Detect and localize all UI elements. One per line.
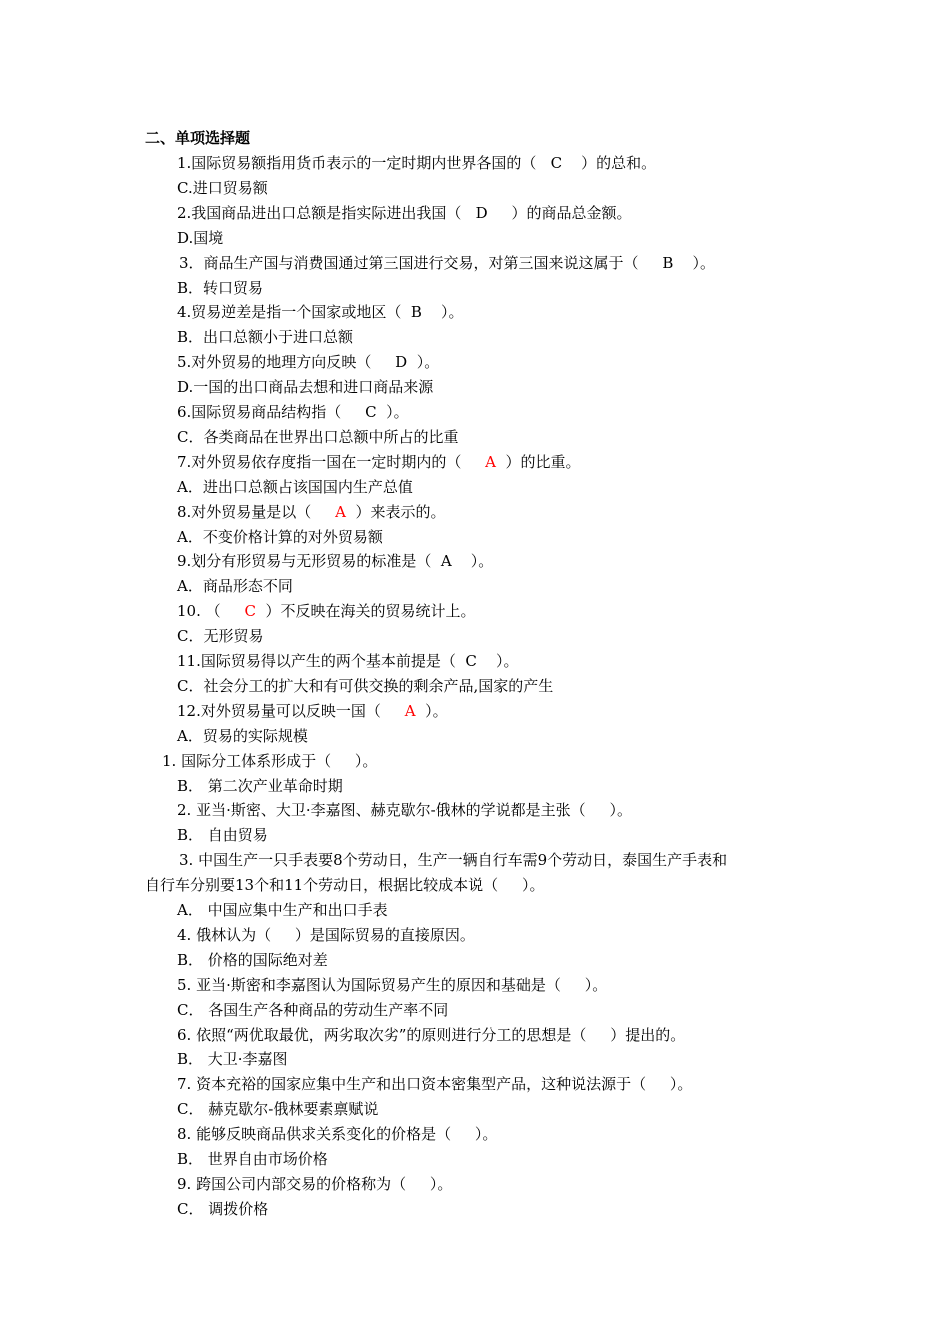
text-line <box>177 377 433 397</box>
text-line <box>177 502 446 522</box>
line-text-tail: ）不反映在海关的贸易统计上。 <box>255 602 476 620</box>
line-text: C．无形贸易 <box>177 627 264 645</box>
line-text: 8. 能够反映商品供求关系变化的价格是（ ）。 <box>177 1125 498 1143</box>
answer-letter: A <box>440 552 452 570</box>
text-line <box>177 651 518 671</box>
line-text-tail: ）的比重。 <box>496 453 581 471</box>
line-text: 3．商品生产国与消费国通过第三国进行交易，对第三国来说这属于（ <box>179 254 663 272</box>
line-text: 9.划分有形贸易与无形贸易的标准是（ <box>177 552 441 570</box>
answer-letter: B <box>410 303 422 321</box>
text-line <box>177 626 263 646</box>
text-line <box>177 352 439 372</box>
line-text: A．商品形态不同 <box>177 577 293 595</box>
text-line <box>177 178 268 198</box>
text-line <box>177 1174 452 1194</box>
answer-letter: C <box>465 652 477 670</box>
line-text: 2.我国商品进出口总额是指实际进出我国（ <box>177 204 476 222</box>
text-line <box>177 1049 288 1069</box>
text-line <box>177 203 632 223</box>
line-text-tail: ）的总和。 <box>562 154 657 172</box>
line-text: 10. （ <box>177 602 245 620</box>
line-text: 6. 依照“两优取最优，两劣取次劣”的原则进行分工的思想是（ ）提出的。 <box>177 1026 686 1044</box>
answer-letter: C <box>550 154 563 172</box>
text-line <box>177 1199 268 1219</box>
line-text: B． 世界自由市场价格 <box>177 1150 328 1168</box>
line-text-tail: ）。 <box>415 702 448 720</box>
line-text: C． 赫克歇尔-俄林要素禀赋说 <box>177 1100 379 1118</box>
line-text: C.进口贸易额 <box>177 179 268 197</box>
text-line <box>177 726 308 746</box>
line-text: 自行车分别要13个和11个劳动日，根据比较成本说（ ）。 <box>145 876 545 894</box>
text-line <box>177 825 268 845</box>
answer-letter: A <box>485 453 496 471</box>
line-text-tail: ）的商品总金额。 <box>487 204 632 222</box>
text-line <box>177 900 388 920</box>
text-line <box>177 228 223 248</box>
line-text: C． 各国生产各种商品的劳动生产率不同 <box>177 1001 449 1019</box>
line-text: B． 自由贸易 <box>177 826 268 844</box>
line-text: C． 调拨价格 <box>177 1200 269 1218</box>
text-line <box>177 676 553 696</box>
answer-letter: B <box>662 254 674 272</box>
line-text: D.国境 <box>177 229 224 247</box>
line-text: C．各类商品在世界出口总额中所占的比重 <box>177 428 459 446</box>
text-line <box>177 527 383 547</box>
text-line <box>177 701 448 721</box>
text-line <box>177 452 581 472</box>
line-text: A． 中国应集中生产和出口手表 <box>177 901 388 919</box>
line-text: 5.对外贸易的地理方向反映（ <box>177 353 396 371</box>
text-line <box>177 302 463 322</box>
line-text: 2. 亚当·斯密、大卫·李嘉图、赫克歇尔-俄林的学说都是主张（ ）。 <box>177 801 633 819</box>
text-line <box>177 551 493 571</box>
text-line <box>177 278 263 298</box>
line-text-tail: ）。 <box>421 303 464 321</box>
line-text: 11.国际贸易得以产生的两个基本前提是（ <box>177 652 466 670</box>
line-text-tail: ）。 <box>673 254 715 272</box>
line-text-tail: ）。 <box>451 552 494 570</box>
text-line <box>177 1099 378 1119</box>
answer-letter: D <box>395 353 408 371</box>
text-line <box>177 1000 448 1020</box>
line-text: 4.贸易逆差是指一个国家或地区（ <box>177 303 411 321</box>
answer-letter: C <box>365 403 377 421</box>
line-text: 12.对外贸易量可以反映一国（ <box>177 702 405 720</box>
text-line <box>179 850 727 870</box>
text-line <box>177 950 328 970</box>
text-line <box>177 153 656 173</box>
text-line <box>177 800 632 820</box>
text-line <box>145 875 545 895</box>
text-line <box>177 1074 692 1094</box>
answer-letter: C <box>244 602 256 620</box>
line-text: 7. 资本充裕的国家应集中生产和出口资本密集型产品，这种说法源于（ ）。 <box>177 1075 693 1093</box>
answer-letter: A <box>335 503 346 521</box>
text-line <box>177 477 413 497</box>
line-text-tail: ）。 <box>376 403 409 421</box>
line-text: 1.国际贸易额指用货币表示的一定时期内世界各国的（ <box>177 154 551 172</box>
line-text: 6.国际贸易商品结构指（ <box>177 403 366 421</box>
line-text: C．社会分工的扩大和有可供交换的剩余产品,国家的产生 <box>177 677 554 695</box>
text-line <box>177 427 458 447</box>
answer-letter: D <box>475 204 488 222</box>
line-text: B． 第二次产业革命时期 <box>177 777 343 795</box>
line-text: 9. 跨国公司内部交易的价格称为（ ）。 <box>177 1175 453 1193</box>
line-text: 1. 国际分工体系形成于（ ）。 <box>162 752 378 770</box>
text-line <box>177 925 475 945</box>
line-text: B． 大卫·李嘉图 <box>177 1050 288 1068</box>
line-text: B．转口贸易 <box>177 279 264 297</box>
text-line <box>177 1025 685 1045</box>
text-line <box>177 1149 328 1169</box>
text-line <box>177 402 409 422</box>
line-text-tail: ）。 <box>407 353 440 371</box>
text-line <box>177 1124 497 1144</box>
text-line <box>179 253 715 273</box>
text-line <box>162 751 377 771</box>
answer-letter: A <box>404 702 416 720</box>
line-text: 7.对外贸易依存度指一国在一定时期内的（ <box>177 453 486 471</box>
line-text: 3. 中国生产一只手表要8个劳动日，生产一辆自行车需9个劳动日，泰国生产手表和 <box>179 851 728 869</box>
text-line <box>177 576 293 596</box>
line-text: B． 价格的国际绝对差 <box>177 951 328 969</box>
line-text-tail: ）。 <box>476 652 519 670</box>
text-line <box>177 975 607 995</box>
line-text: A．不变价格计算的对外贸易额 <box>177 528 383 546</box>
line-text: B．出口总额小于进口总额 <box>177 328 354 346</box>
text-line <box>177 776 343 796</box>
line-text: A．贸易的实际规模 <box>177 727 308 745</box>
text-line <box>177 601 476 621</box>
line-text: A．进出口总额占该国国内生产总值 <box>177 478 413 496</box>
text-line <box>177 327 353 347</box>
section-title: 二、单项选择题 <box>145 129 251 147</box>
line-text-tail: ）来表示的。 <box>346 503 446 521</box>
line-text: 5. 亚当·斯密和李嘉图认为国际贸易产生的原因和基础是（ ）。 <box>177 976 608 994</box>
line-text: 4. 俄林认为（ ）是国际贸易的直接原因。 <box>177 926 475 944</box>
line-text: D.一国的出口商品去想和进口商品来源 <box>177 378 434 396</box>
line-text: 8.对外贸易量是以（ <box>177 503 336 521</box>
